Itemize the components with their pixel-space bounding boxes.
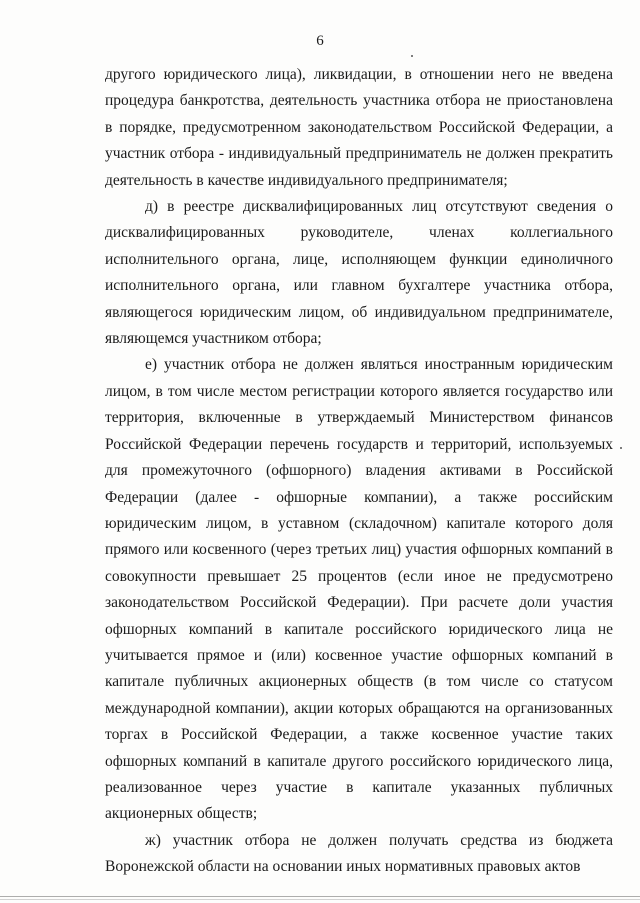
scan-edge-line — [0, 896, 640, 897]
page-number: 6 — [316, 33, 324, 49]
paragraph-continuation: другого юридического лица), ликвидации, в отношении него не введена процедура банкротства, деятельность участника отбора не приостановлена в порядке, предусмотренном законодательством Российской Федерации, а участник отбора - индивидуальный предприниматель не должен прекратить деятельность в качестве индивидуального предпринимателя; — [105, 66, 613, 189]
document-body — [105, 62, 613, 881]
paragraph-zh: ж) участник отбора не должен получать средства из бюджета Воронежской области на основании иных нормативных правовых актов — [105, 831, 613, 876]
scan-speck — [411, 55, 413, 57]
paragraph-d: д) в реестре дисквалифицированных лиц отсутствуют сведения о дисквалифицированных руководителе, членах коллегиального исполнительного органа, лице, исполняющем функции единоличного исполнительного органа, или главном бухгалтере участника отбора, являющегося юридическим лицом, об индивидуальном предпринимателе, являющемся участником отбора; — [105, 198, 613, 348]
paragraph-e: е) участник отбора не должен являться иностранным юридическим лицом, в том числе местом регистрации которого является государство или территория, включенные в утверждаемый Министерством финансов Российской Федерации перечень государств и территорий, используемых для промежуточного (офшорного) владения активами в Российской Федерации (далее - офшорные компании), а также российским юридическим лицом, в уставном (складочном) капитале которого доля прямого или косвенного (через третьих лиц) участия офшорных компаний в совокупности превышает 25 процентов (если иное не предусмотрено законодательством Российской Федерации). При расчете доли участия офшорных компаний в капитале российского юридического лица не учитывается прямое и (или) косвенное участие офшорных компаний в капитале публичных акционерных обществ (в том числе со статусом международной компании), акции которых обращаются на организованных торгах в Российской Федерации, а также косвенное участие таких офшорных компаний в капитале другого российского юридического лица, реализованное через участие в капитале указанных публичных акционерных обществ; — [105, 356, 613, 823]
scan-speck — [620, 447, 622, 449]
scan-edge-line — [0, 899, 640, 900]
